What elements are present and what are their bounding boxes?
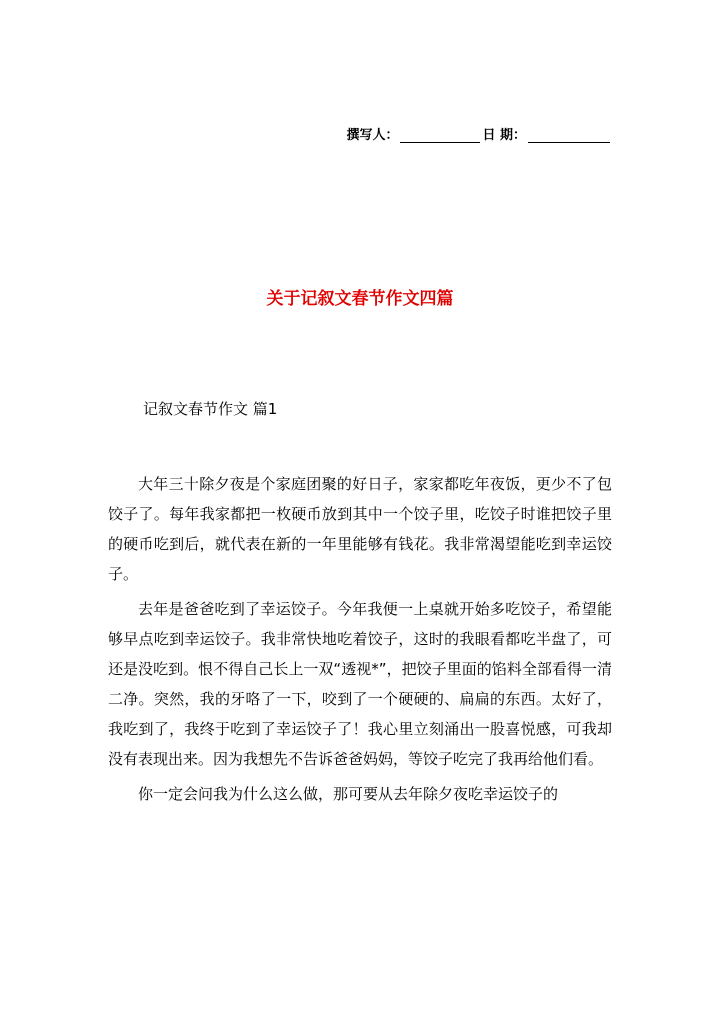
- section-heading: 记叙文春节作文 篇1: [143, 400, 278, 418]
- author-date-line: [346, 124, 612, 143]
- paragraph: 大年三十除夕夜是个家庭团聚的好日子，家家都吃年夜饭，更少不了包饺子了。每年我家都把一枚硬币放到其中一个饺子里，吃饺子时谁把饺子里的硬币吃到后，就代表在新的一年里能够有钱花。我非常渴望能吃到幸运饺子。: [108, 475, 612, 583]
- paragraph: 去年是爸爸吃到了幸运饺子。今年我便一上桌就开始多吃饺子，希望能够早点吃到幸运饺子。我非常快地吃着饺子，这时的我眼看都吃半盘了，可还是没吃到。恨不得自己长上一双“透视*”，把饺子里面的馅料全部看得一清二净。突然，我的牙咯了一下，咬到了一个硬硬的、扁扁的东西。太好了，我吃到了，我终于吃到了幸运饺子了！我心里立刻涌出一股喜悦感，可我却没有表现出来。因为我想先不告诉爸爸妈妈，等饺子吃完了我再给他们看。: [108, 600, 612, 768]
- paragraph: 你一定会问我为什么这么做，那可要从去年除夕夜吃幸运饺子的: [138, 785, 559, 803]
- document-title: 关于记叙文春节作文四篇: [266, 289, 454, 309]
- author-blank-field: [400, 128, 480, 143]
- date-label: 日 期：: [482, 128, 526, 143]
- author-label: 撰写人：: [346, 128, 399, 143]
- body-text: [108, 469, 612, 814]
- date-blank-field: [528, 128, 610, 143]
